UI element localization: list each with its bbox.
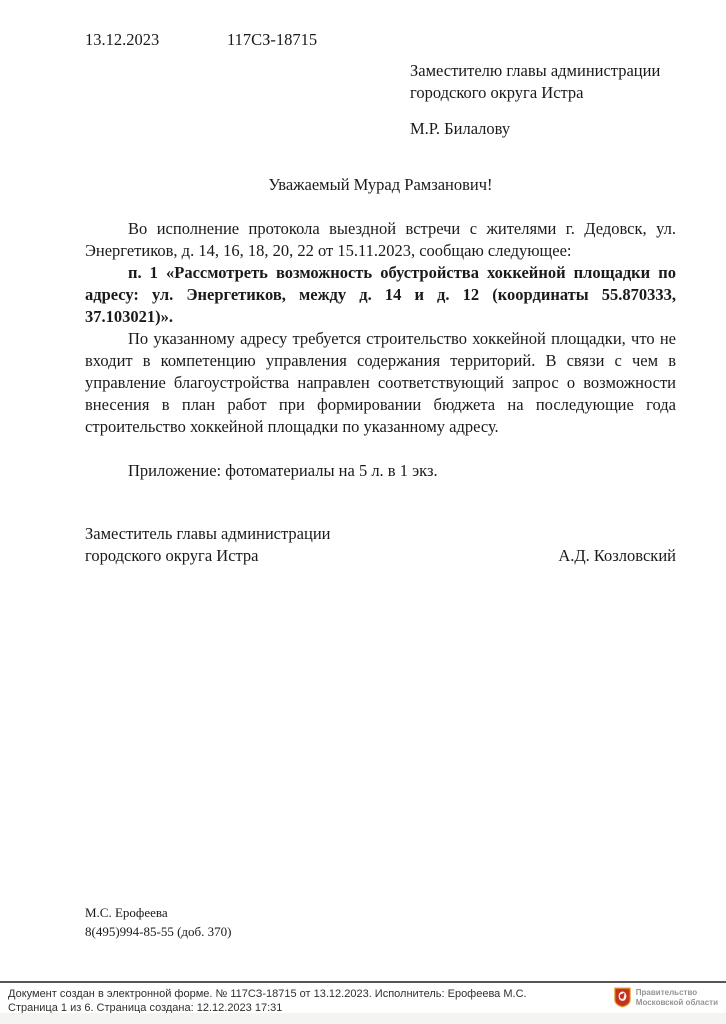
attachment-line: Приложение: фотоматериалы на 5 л. в 1 экз. <box>128 461 438 480</box>
signer-name: А.Д. Козловский <box>558 546 676 565</box>
paragraph-intro: Во исполнение протокола выездной встречи с жителями г. Дедовск, ул. Энергетиков, д. 14, 16, 18, 20, 22 от 15.11.2023, сообщаю следующее: <box>85 219 676 260</box>
footer-bar <box>0 987 726 1013</box>
executor-block <box>85 903 231 941</box>
greeting-line: Уважаемый Мурад Рамзанович! <box>268 175 493 194</box>
footer-divider-line <box>0 981 726 983</box>
government-logo-text-line2: Московской области <box>635 997 718 1007</box>
document-reference-number: 117СЗ-18715 <box>227 30 318 49</box>
recipient-position-line2: городского округа Истра <box>410 83 584 102</box>
paragraph-response: По указанному адресу требуется строительство хоккейной площадки, что не входит в компетенцию управления содержания территорий. В связи с чем в управление благоустройства направлен соответствующий запрос о возможности внесения в план работ при формировании бюджета на последующие года строительство хоккейной площадки по указанному адресу. <box>85 329 676 436</box>
signer-position <box>85 523 331 567</box>
letter-body <box>85 174 676 567</box>
footer-bottom-strip <box>0 1013 726 1024</box>
government-logo-text-line1: Правительство <box>635 988 698 997</box>
paragraph-point-1: п. 1 «Рассмотреть возможность обустройства хоккейной площадки по адресу: ул. Энергетиков, между д. 14 и д. 12 (координаты 55.870333, 37.103021)». <box>85 263 676 326</box>
government-logo-text <box>636 988 718 1007</box>
footer-meta-line2: Страница 1 из 6. Страница создана: 12.12.2023 17:31 <box>8 1001 283 1014</box>
executor-phone: 8(495)994-85-55 (доб. 370) <box>85 924 232 939</box>
recipient-name: М.Р. Билалову <box>410 119 511 138</box>
signer-position-line1: Заместитель главы администрации <box>85 524 331 543</box>
executor-name: М.С. Ерофеева <box>85 905 168 920</box>
recipient-block <box>410 60 660 140</box>
document-date: 13.12.2023 <box>85 30 160 49</box>
document-header <box>0 30 726 50</box>
government-logo <box>614 987 718 1008</box>
footer-meta-text <box>8 988 527 1015</box>
signature-block <box>85 523 676 567</box>
recipient-position-line1: Заместителю главы администрации <box>410 61 661 80</box>
moscow-oblast-emblem-icon <box>614 987 631 1008</box>
signer-position-line2: городского округа Истра <box>85 546 259 565</box>
footer-meta-line1: Документ создан в электронной форме. № 117СЗ-18715 от 13.12.2023. Исполнитель: Ерофеева М.С. <box>8 988 527 1000</box>
